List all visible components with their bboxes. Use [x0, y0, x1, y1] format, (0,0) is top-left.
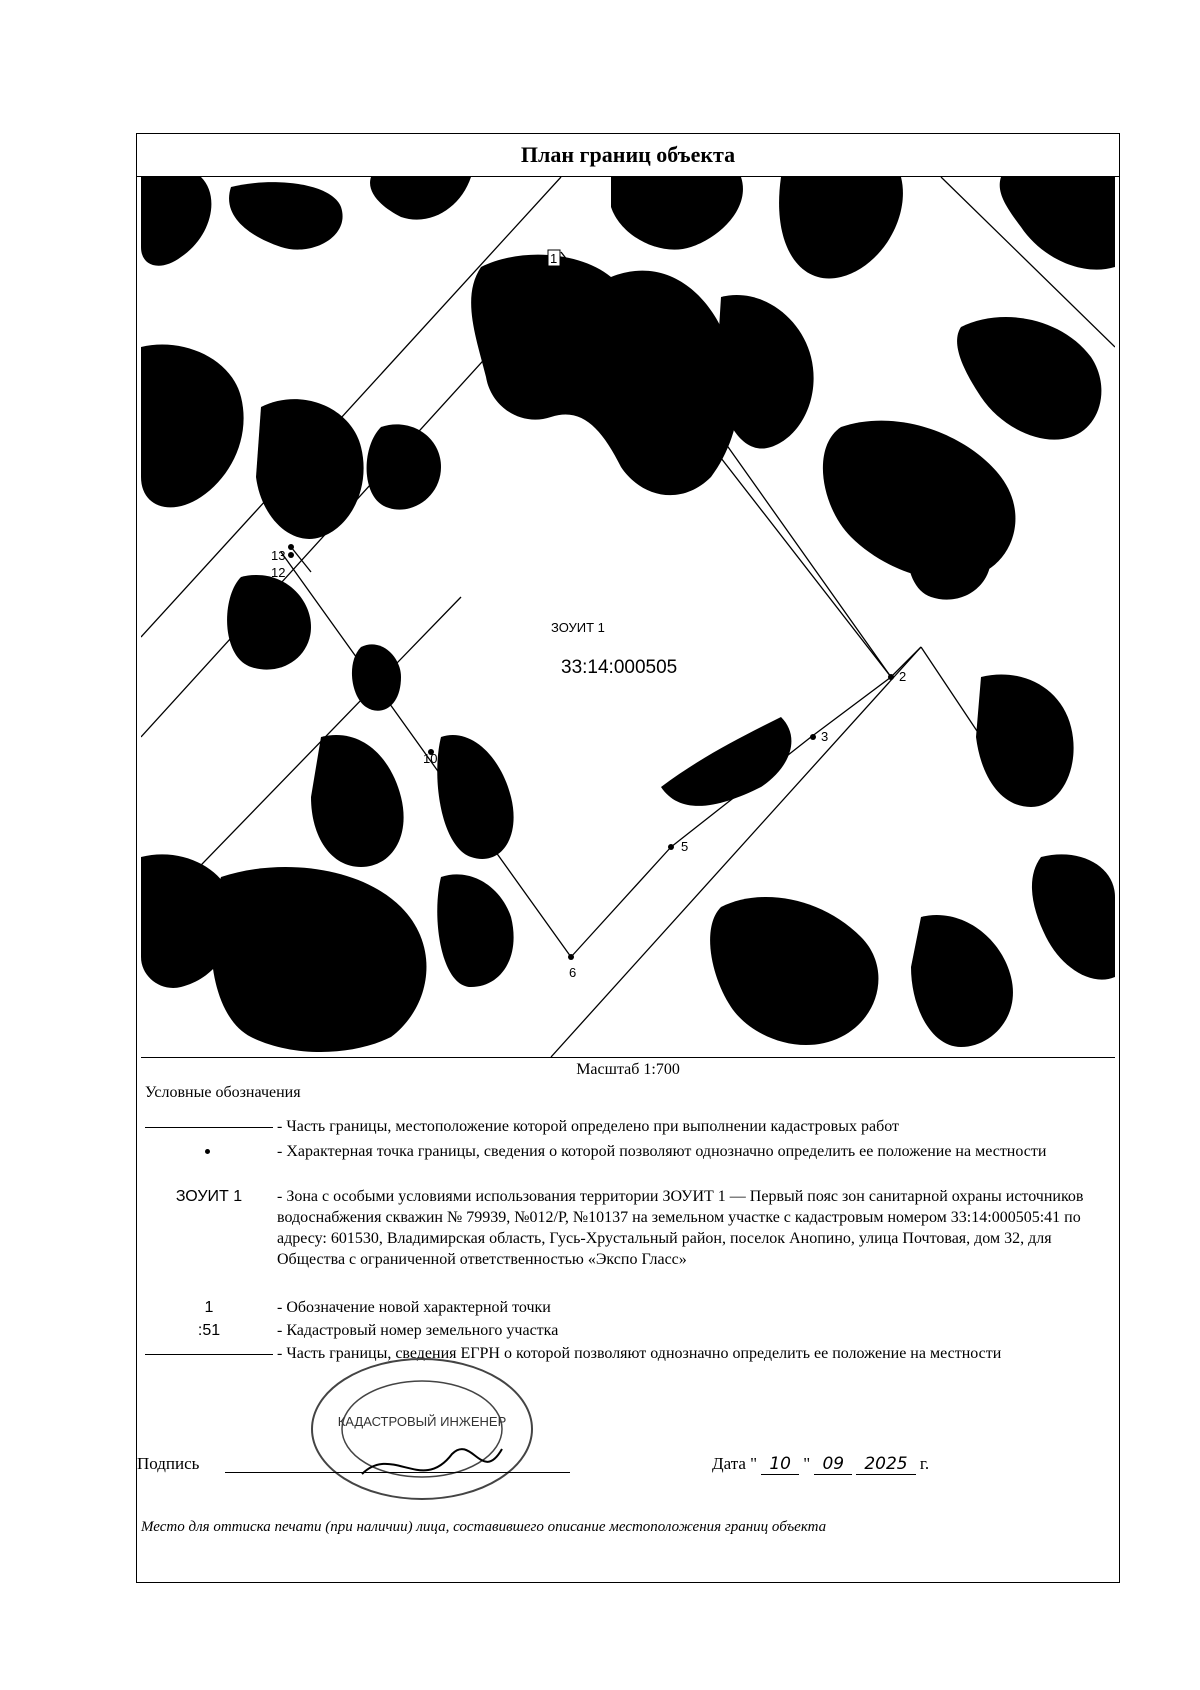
map-scale: Масштаб 1:700 [576, 1061, 680, 1078]
legend-symbol-cadastral: :51 [197, 1322, 221, 1339]
signature-label: Подпись [137, 1454, 200, 1473]
legend-text: - Зона с особыми условиями использования территории ЗОУИТ 1 — Первый пояс зон санитарной охраны источников водоснабжения скважин № 79939, №012/Р, №10137 на земельном участке с кадастровым номером 33:14:000505:41 по адресу: 601530, Владимирская область, Гусь-Хрустальный район, поселок Анопино, улица Почтовая, дом 32, для Общества с ограниченной ответственностью «Экспо Гласс» [277, 1188, 1084, 1268]
legend-symbol-number: 1 [204, 1299, 214, 1316]
boundary-map [141, 177, 1115, 1058]
point-label-9: 9 [444, 765, 452, 780]
legend-text: - Характерная точка границы, сведения о которой позволяют однозначно определить ее положение на местности [277, 1143, 1047, 1160]
seal-note: Место для оттиска печати (при наличии) лица, составившего описание местоположения границ объекта [141, 1519, 827, 1535]
point-label-5: 5 [681, 839, 689, 854]
date-year-suffix: г. [919, 1454, 930, 1473]
point-label-12: 12 [271, 565, 286, 580]
date-label: Дата [712, 1454, 746, 1473]
point-label-10: 10 [423, 751, 438, 766]
legend-text: - Часть границы, сведения ЕГРН о которой позволяют однозначно определить ее положение на местности [277, 1345, 1002, 1362]
legend-text: - Часть границы, местоположение которой определено при выполнении кадастровых работ [277, 1118, 899, 1135]
point-label-1: 1 [550, 251, 558, 266]
date-block: Дата " 10 " 09 2025 г. [712, 1454, 930, 1474]
point-label-7: 7 [484, 840, 492, 855]
point-label-6: 6 [569, 965, 577, 980]
point-label-13: 13 [271, 548, 286, 563]
legend-text: - Кадастровый номер земельного участка [277, 1322, 559, 1339]
date-year: 2025 [856, 1454, 915, 1475]
cadastral-label: 33:14:000505 [561, 657, 678, 678]
date-day: 10 [761, 1454, 799, 1475]
document-sheet [136, 133, 1120, 1583]
point-label-3: 3 [821, 729, 829, 744]
zone-label: ЗОУИТ 1 [551, 620, 605, 635]
legend-symbol-solid-line [145, 1127, 273, 1128]
legend-symbol-zone: ЗОУИТ 1 [175, 1188, 243, 1205]
legend-symbol-solid-line [145, 1354, 273, 1355]
signature-line [225, 1472, 570, 1473]
seal-text: КАДАСТРОВЫЙ ИНЖЕНЕР [337, 1414, 507, 1429]
map-canvas [141, 177, 1115, 1057]
point-label-11: 11 [359, 675, 373, 690]
legend-text: - Обозначение новой характерной точки [277, 1299, 551, 1316]
legend-title: Условные обозначения [145, 1084, 301, 1101]
document-title: План границ объекта [137, 134, 1119, 177]
legend-symbol-dot [205, 1149, 210, 1154]
point-label-8: 8 [439, 783, 447, 798]
date-month: 09 [814, 1454, 852, 1475]
point-label-2: 2 [899, 669, 907, 684]
engineer-seal [302, 1354, 542, 1504]
